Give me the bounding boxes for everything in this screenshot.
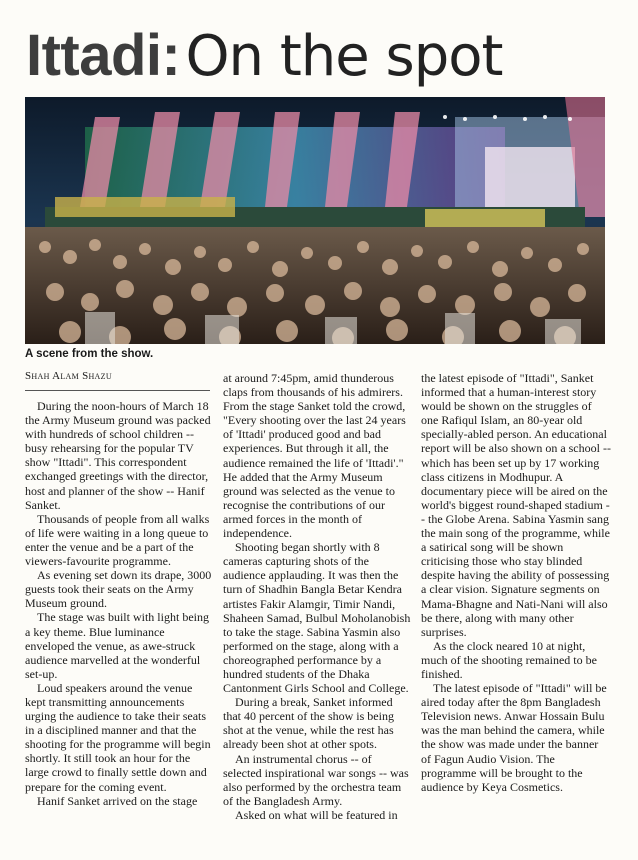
byline: Shah Alam Shazu bbox=[25, 370, 210, 391]
paragraph: Shooting began shortly with 8 cameras capturing shots of the audience applauding. It was then the turn of Shadhin Bangla Betar Kendra artistes Fakir Alamgir, Timir Nandi, Shaheen Samad, Bulbul Moholanobish to take the stage. Sabina Yasmin also performed on the stage, along with a choreographed performance by a hundred students of the Dhaka Cantonment Girls School and College. bbox=[223, 540, 411, 696]
headline bbox=[26, 20, 502, 92]
paragraph: Loud speakers around the venue kept transmitting announcements urging the audience to take their seats in a disciplined manner and that the shooting for the programme will begin shortly. It still took an hour for the large crowd to finally settle down and prepare for the coming event. bbox=[25, 680, 211, 794]
paragraph: During a break, Sanket informed that 40 percent of the show is being shot at the venue, while the rest has already been shot at other spots. bbox=[223, 695, 394, 752]
paragraph: An instrumental chorus -- of selected inspirational war songs -- was also performed by the orchestra team of the Bangladesh Army. bbox=[223, 751, 409, 808]
paragraph: The latest episode of "Ittadi" will be aired today after the 8pm Bangladesh Television news. Anwar Hossain Bulu was the man behind the camera, while the show was made under the banner of Fagun Audio Vision. The programme will be brought to the audience by Keya Cosmetics. bbox=[421, 681, 607, 794]
paragraph: During the noon-hours of March 18 the Army Museum ground was packed with hundreds of school children -- busy rehearsing for the popular TV show "Ittadi". This correspondent exchanged greetings with the director, host and planner of the show -- Hanif Sanket. bbox=[25, 399, 211, 512]
headline-light: On the spot bbox=[185, 24, 503, 89]
column-3 bbox=[421, 371, 611, 794]
photo-caption: A scene from the show. bbox=[25, 348, 154, 360]
column-2 bbox=[223, 371, 411, 822]
paragraph: Hanif Sanket arrived on the stage bbox=[37, 793, 198, 808]
stage-photo bbox=[25, 97, 605, 344]
paragraph: Asked on what will be featured in bbox=[235, 807, 398, 822]
headline-bold: Ittadi: bbox=[26, 23, 181, 88]
paragraph: As evening set down its drape, 3000 guests took their seats on the Army Museum ground. bbox=[25, 568, 212, 611]
paragraph: As the clock neared 10 at night, much of the shooting remained to be finished. bbox=[421, 638, 597, 681]
paragraph: The stage was built with light being a key theme. Blue luminance enveloped the venue, as awe-struck audience marvelled at the wonderful set-up. bbox=[25, 610, 209, 681]
paragraph: at around 7:45pm, amid thunderous claps from thousands of his admirers. From the stage Sanket told the crowd, "Every shooting over the last 24 years of 'Ittadi' produced good and bad experiences. But through it all, the audience remained the life of 'Ittadi'." He added that the Army Museum ground was selected as the venue to recognise the contributions of our armed forces in the month of independence. bbox=[223, 371, 406, 541]
paragraph: Thousands of people from all walks of life were waiting in a long queue to enter the venue and be a part of the viewers-favourite programme. bbox=[25, 511, 210, 569]
paragraph: the latest episode of "Ittadi", Sanket informed that a human-interest story would be shown on the struggles of one Rafiqul Islam, an 80-year old specially-abled person. An educational report will be also shown on a school -- which has been set up by 17 working class citizens in Modhupur. A documentary piece will be aired on the world's biggest round-shaped stadium -- the Globe Arena. Sabina Yasmin sang the main song of the programme, while a satirical song will be shown criticising those who stay blinded despite having the ability of possessing a clear vision. Signature segments on Mama-Bhagne and Nati-Nani will also be there, along with many other surprises. bbox=[421, 371, 611, 639]
column-1 bbox=[25, 399, 215, 808]
